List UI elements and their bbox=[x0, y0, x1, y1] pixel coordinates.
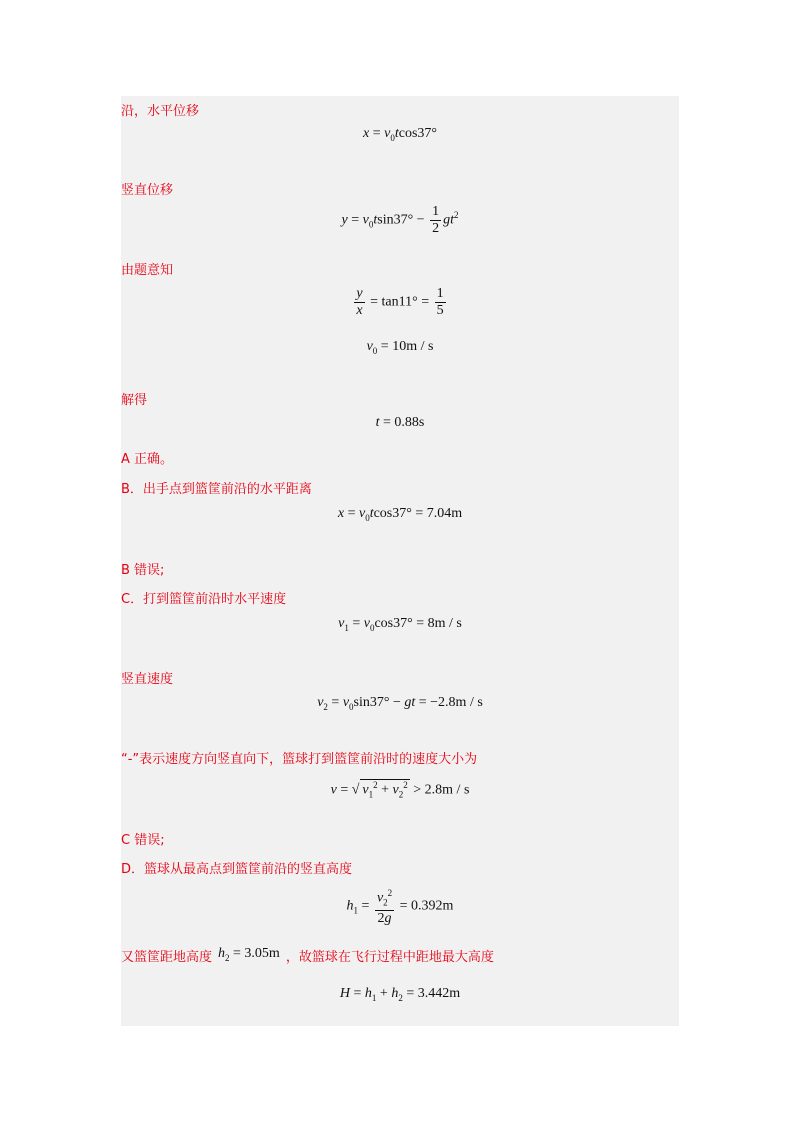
equation-tan: $\frac{y}{x}$ = tan11° = $\frac{1}{5}$ bbox=[356, 286, 444, 318]
equation-H: $H = h_1 + h_2 = 3.442m$ bbox=[339, 986, 461, 1003]
equation-v2: $v_2 = v_0\sin 37^\circ$ − gt = −2.8m / s bbox=[317, 695, 483, 712]
text-c-wrong: C 错误; bbox=[121, 833, 165, 848]
equation-v: v = √ $v_1^2 + v_2^2 > 2.8m / s$ bbox=[330, 780, 470, 800]
text-d-height: D．篮球从最高点到篮筐前沿的竖直高度 bbox=[121, 862, 353, 877]
equation-h1: $h_1$ = $\frac{v_2^2}{2g}$ = 0.392m bbox=[121, 885, 679, 927]
text-speed-direction: “-”表示速度方向竖直向下，篮球打到篮筐前沿时的速度大小为 bbox=[121, 752, 478, 767]
text-a-correct: A 正确。 bbox=[121, 452, 174, 467]
text-hoop-height: 又篮筐距地高度 $h_2 = 3.05m$ ，故篮球在飞行过程中距地最大高度 bbox=[121, 946, 494, 965]
text-horizontal-displacement: 沿，水平位移 bbox=[121, 104, 200, 119]
equation-v0: $v_0 = 10m / s$ bbox=[366, 339, 434, 356]
equation-y: $y = v_0tsin37^\circ$ − $\frac{1}{2}$ $gt^2$ bbox=[341, 204, 459, 236]
text-vertical-speed: 竖直速度 bbox=[121, 672, 174, 687]
text-vertical-displacement: 竖直位移 bbox=[121, 183, 174, 198]
text-solve: 解得 bbox=[121, 393, 148, 408]
equation-x-value: $x = v_0tcos37^\circ = 7.04m$ bbox=[337, 506, 463, 523]
text-c-horizontal-speed: C．打到篮筐前沿时水平速度 bbox=[121, 592, 287, 607]
text-b-wrong: B 错误; bbox=[121, 563, 165, 578]
equation-x: $x = v_0tcos37^\circ$ bbox=[363, 126, 437, 143]
equation-h2: $h_2 = 3.05m$ bbox=[218, 946, 280, 963]
text-b-distance: B．出手点到篮筐前沿的水平距离 bbox=[121, 482, 312, 497]
equation-v1: $v_1 = v_0\cos 37^\circ = 8m / s$ bbox=[338, 616, 462, 633]
text-given: 由题意知 bbox=[121, 263, 174, 278]
equation-t: t = 0.88s bbox=[375, 415, 425, 430]
